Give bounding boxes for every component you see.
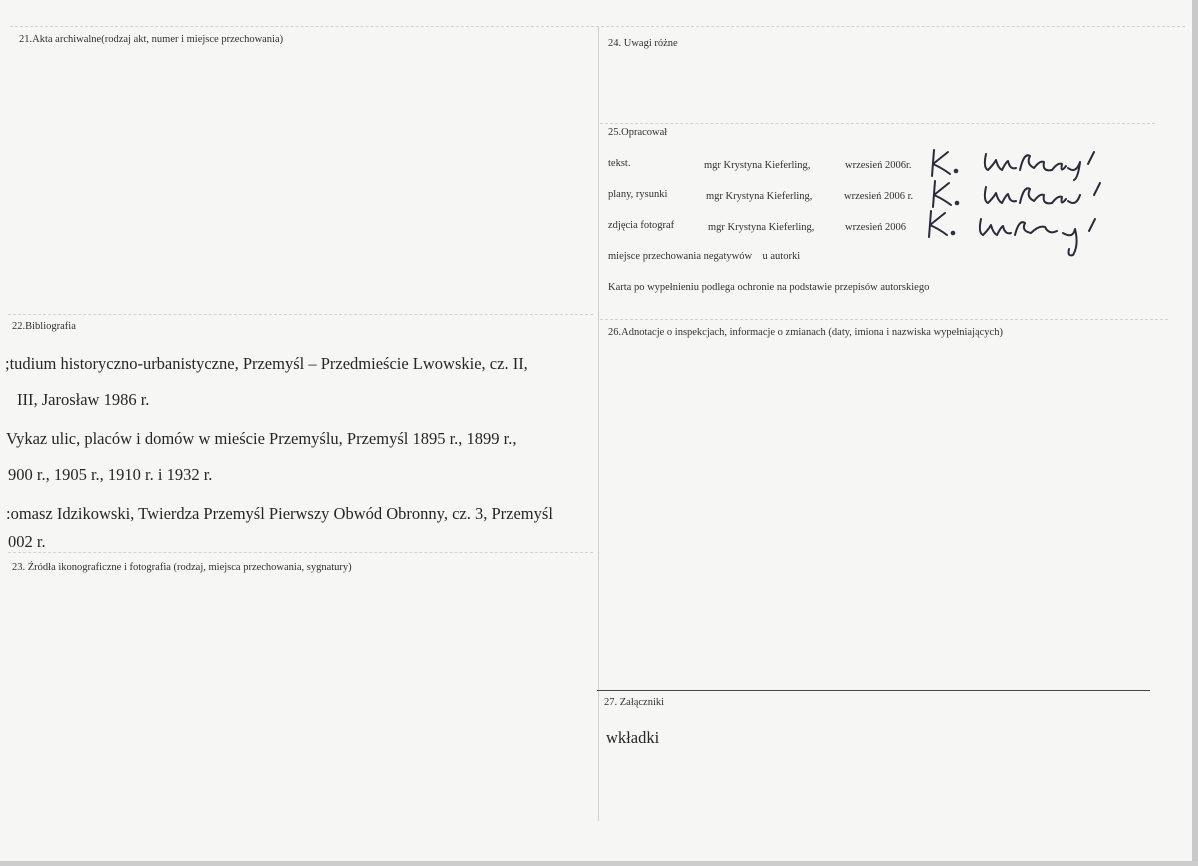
divider-22-23 [8, 552, 593, 553]
section-26-label: 26.Adnotacje o inspekcjach, informacje o zmianach (daty, imiona i nazwiska wypełniających) [608, 327, 1003, 338]
column-divider [598, 26, 599, 821]
role-plans: plany, rysunki [608, 189, 668, 200]
bibliography-line: :omasz Idzikowski, Twierdza Przemyśl Pierwszy Obwód Obronny, cz. 3, Przemyśl [6, 504, 553, 523]
author-photos: mgr Krystyna Kieferling, [708, 222, 815, 233]
role-photos: zdjęcia fotograf [608, 220, 675, 231]
negatives-location: miejsce przechowania negatywów u autorki [608, 251, 801, 262]
bibliography-line: ;tudium historyczno-urbanistyczne, Przemyśl – Przedmieście Lwowskie, cz. II, [5, 354, 528, 373]
date-photos: wrzesień 2006 [845, 222, 906, 233]
author-text: mgr Krystyna Kieferling, [704, 160, 811, 171]
divider-26-27 [597, 690, 1150, 691]
bibliography-line: 900 r., 1905 r., 1910 r. i 1932 r. [8, 465, 213, 484]
scan-edge-right [1192, 0, 1198, 866]
date-plans: wrzesień 2006 r. [844, 191, 914, 202]
divider-24-25 [600, 123, 1155, 124]
section-21-label: 21.Akta archiwalne(rodzaj akt, numer i miejsce przechowania) [19, 34, 284, 45]
divider-21-22 [8, 314, 593, 315]
section-25-label: 25.Opracował [608, 127, 668, 138]
section-24-label: 24. Uwagi różne [608, 38, 678, 49]
date-text: wrzesień 2006r. [845, 160, 912, 171]
section-22-label: 22.Bibliografia [12, 321, 76, 332]
divider-25-26 [600, 319, 1168, 320]
handwritten-signature [923, 207, 1103, 268]
author-plans: mgr Krystyna Kieferling, [706, 191, 813, 202]
copyright-note: Karta po wypełnieniu podlega ochronie na podstawie przepisów autorskiego [608, 282, 930, 293]
attachments-value: wkładki [606, 728, 660, 747]
scan-edge-bottom [0, 861, 1198, 866]
role-text: tekst. [608, 158, 631, 169]
section-23-label: 23. Źródła ikonograficzne i fotografia (rodzaj, miejsca przechowania, sygnatury) [12, 562, 352, 573]
section-27-label: 27. Załączniki [604, 697, 665, 708]
bibliography-line: III, Jarosław 1986 r. [17, 390, 150, 409]
bibliography-line: Vykaz ulic, placów i domów w mieście Przemyślu, Przemyśl 1895 r., 1899 r., [6, 429, 517, 448]
bibliography-line: 002 r. [8, 532, 46, 551]
